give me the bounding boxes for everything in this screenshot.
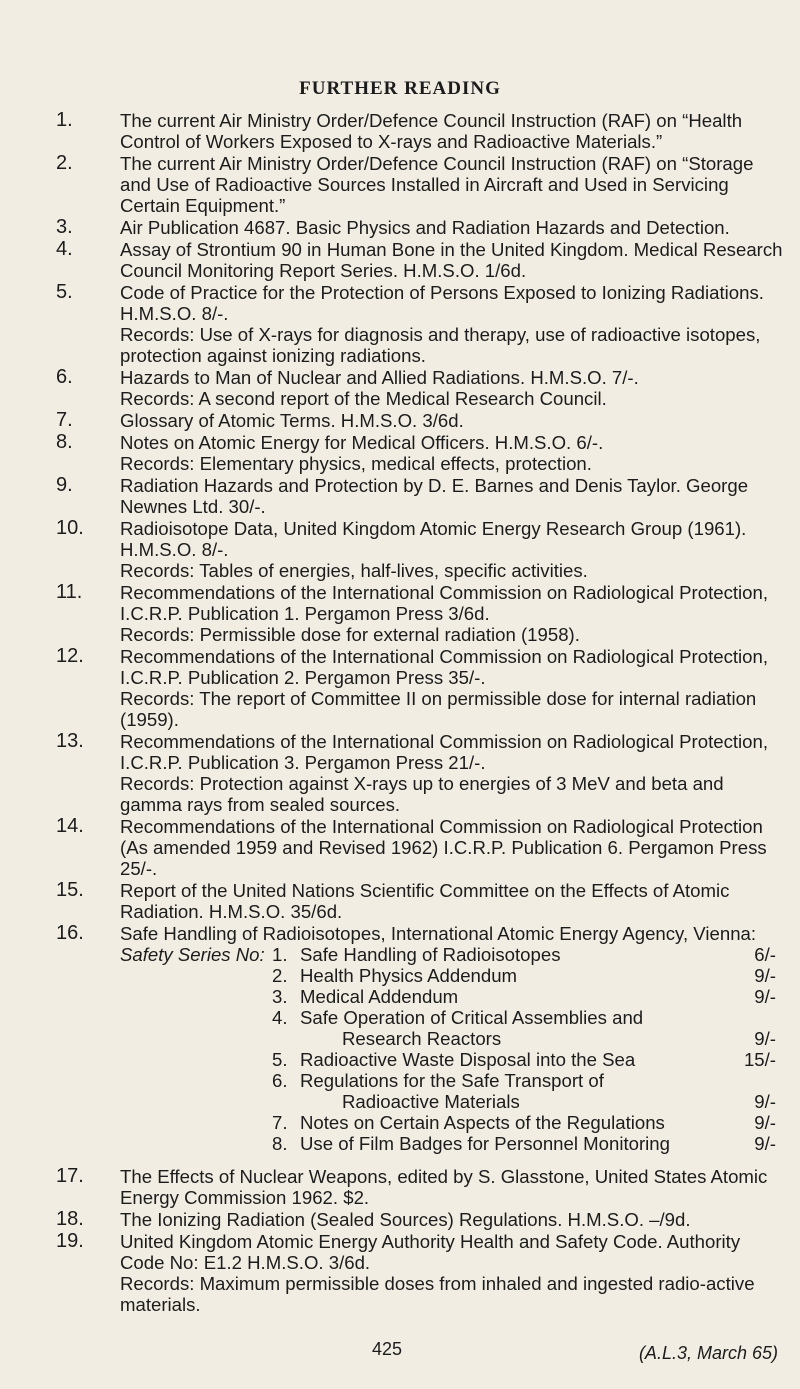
item-number: 9.	[56, 474, 73, 496]
list-item	[0, 880, 800, 922]
item-number: 19.	[56, 1230, 84, 1252]
series-item	[272, 1007, 776, 1049]
list-item	[0, 110, 800, 152]
series-item	[272, 965, 776, 986]
list-item	[0, 410, 800, 431]
item-records: Records: Protection against X-rays up to energies of 3 MeV and beta and gamma rays from sealed sources.	[120, 773, 724, 815]
list-item	[0, 1231, 800, 1315]
series-item-price: 9/-	[754, 1112, 776, 1133]
series-item-number: 8.	[272, 1133, 288, 1154]
series-item	[272, 1070, 776, 1112]
item-text: Glossary of Atomic Terms. H.M.S.O. 3/6d.	[120, 410, 464, 431]
series-item	[272, 1049, 776, 1070]
series-item-number: 6.	[272, 1070, 288, 1091]
list-item	[0, 153, 800, 216]
item-number: 16.	[56, 922, 84, 944]
page-number: 425	[372, 1339, 403, 1359]
safety-series	[120, 944, 786, 1165]
item-text: Recommendations of the International Commission on Radiological Protection, I.C.R.P. Publication 1. Pergamon Press 3/6d.	[120, 582, 769, 624]
series-item-number: 5.	[272, 1049, 288, 1070]
item-text: The current Air Ministry Order/Defence Council Instruction (RAF) on “Health Control of Workers Exposed to X-rays and Radioactive Materials.”	[120, 110, 743, 152]
item-text: Recommendations of the International Commission on Radiological Protection, I.C.R.P. Publication 3. Pergamon Press 21/-.	[120, 731, 769, 773]
list-item	[0, 367, 800, 409]
item-records: Records: The report of Committee II on permissible dose for internal radiation (1959).	[120, 688, 757, 730]
series-item	[272, 1133, 776, 1154]
series-item-title: Radioactive Waste Disposal into the Sea	[300, 1049, 636, 1070]
series-item-number: 1.	[272, 944, 288, 965]
series-item-title-cont: Radioactive Materials	[342, 1091, 520, 1112]
item-number: 15.	[56, 879, 84, 901]
item-text: Recommendations of the International Commission on Radiological Protection, I.C.R.P. Publication 2. Pergamon Press 35/-.	[120, 646, 769, 688]
series-item-title: Medical Addendum	[300, 986, 459, 1007]
series-item-title: Notes on Certain Aspects of the Regulations	[300, 1112, 665, 1133]
item-number: 8.	[56, 431, 73, 453]
series-item-number: 3.	[272, 986, 288, 1007]
series-item-title: Use of Film Badges for Personnel Monitoring	[300, 1133, 670, 1154]
list-item	[0, 646, 800, 730]
page-title: FURTHER READING	[299, 78, 501, 99]
item-text: Hazards to Man of Nuclear and Allied Radiations. H.M.S.O. 7/-.	[120, 367, 639, 388]
item-text: Radioisotope Data, United Kingdom Atomic Energy Research Group (1961). H.M.S.O. 8/-.	[120, 518, 747, 560]
item-text: Recommendations of the International Commission on Radiological Protection (As amended 1959 and Revised 1962) I.C.R.P. Publication 6. Pergamon Press 25/-.	[120, 816, 767, 879]
item-number: 7.	[56, 409, 73, 431]
series-item-number: 7.	[272, 1112, 288, 1133]
item-text: The Ionizing Radiation (Sealed Sources) Regulations. H.M.S.O. –/9d.	[120, 1209, 691, 1230]
item-text: Notes on Atomic Energy for Medical Officers. H.M.S.O. 6/-.	[120, 432, 604, 453]
item-number: 5.	[56, 281, 73, 303]
list-item	[0, 518, 800, 581]
item-text: Safe Handling of Radioisotopes, International Atomic Energy Agency, Vienna:	[120, 923, 757, 944]
item-text: Code of Practice for the Protection of Persons Exposed to Ionizing Radiations. H.M.S.O. 8/-.	[120, 282, 764, 324]
list-item	[0, 1166, 800, 1208]
list-item	[0, 731, 800, 815]
reading-list	[0, 110, 800, 1316]
list-item	[0, 217, 800, 238]
item-text: Assay of Strontium 90 in Human Bone in the United Kingdom. Medical Research Council Monitoring Report Series. H.M.S.O. 1/6d.	[120, 239, 783, 281]
list-item	[0, 239, 800, 281]
item-number: 3.	[56, 216, 73, 238]
series-item-title-cont: Research Reactors	[342, 1028, 502, 1049]
item-records: Records: Maximum permissible doses from inhaled and ingested radio-active materials.	[120, 1273, 755, 1315]
item-records: Records: Tables of energies, half-lives, specific activities.	[120, 560, 588, 581]
item-number: 14.	[56, 815, 84, 837]
item-number: 17.	[56, 1165, 84, 1187]
item-text: The Effects of Nuclear Weapons, edited by S. Glasstone, United States Atomic Energy Commission 1962. $2.	[120, 1166, 768, 1208]
list-item	[0, 432, 800, 474]
series-item-title: Regulations for the Safe Transport of	[300, 1070, 604, 1091]
series-item	[272, 986, 776, 1007]
item-text: Report of the United Nations Scientific Committee on the Effects of Atomic Radiation. H.M.S.O. 35/6d.	[120, 880, 730, 922]
item-text: Air Publication 4687. Basic Physics and Radiation Hazards and Detection.	[120, 217, 730, 238]
series-item-title: Health Physics Addendum	[300, 965, 518, 986]
series-item-title: Safe Handling of Radioisotopes	[300, 944, 561, 965]
series-item-price: 9/-	[754, 1133, 776, 1154]
series-item-price: 9/-	[754, 965, 776, 986]
series-item-price: 6/-	[754, 944, 776, 965]
item-number: 12.	[56, 645, 84, 667]
item-number: 11.	[56, 581, 83, 603]
item-text: United Kingdom Atomic Energy Authority Health and Safety Code. Authority Code No: E1.2 H.M.S.O. 3/6d.	[120, 1231, 741, 1273]
item-records: Records: Elementary physics, medical effects, protection.	[120, 453, 592, 474]
list-item	[0, 475, 800, 517]
item-number: 1.	[56, 109, 73, 131]
item-number: 6.	[56, 366, 73, 388]
item-number: 4.	[56, 238, 73, 260]
list-item	[0, 282, 800, 366]
item-records: Records: A second report of the Medical Research Council.	[120, 388, 607, 409]
series-item-number: 2.	[272, 965, 288, 986]
series-item-price: 9/-	[754, 1028, 776, 1049]
series-item-price: 15/-	[743, 1049, 776, 1070]
list-item	[0, 923, 800, 1165]
item-number: 13.	[56, 730, 84, 752]
item-text: The current Air Ministry Order/Defence Council Instruction (RAF) on “Storage and Use of Radioactive Sources Installed in Aircraft and Used in Servicing Certain Equipment.”	[120, 153, 754, 216]
item-records: Records: Permissible dose for external radiation (1958).	[120, 624, 580, 645]
item-number: 2.	[56, 152, 73, 174]
list-item	[0, 816, 800, 879]
series-item-number: 4.	[272, 1007, 288, 1028]
series-item-price: 9/-	[754, 986, 776, 1007]
series-item	[272, 1112, 776, 1133]
series-item-title: Safe Operation of Critical Assemblies and	[300, 1007, 644, 1028]
amendment-reference: (A.L.3, March 65)	[638, 1343, 778, 1363]
item-number: 10.	[56, 517, 84, 539]
item-text: Radiation Hazards and Protection by D. E. Barnes and Denis Taylor. George Newnes Ltd. 30/-.	[120, 475, 749, 517]
list-item	[0, 1209, 800, 1230]
series-item	[272, 944, 776, 965]
list-item	[0, 582, 800, 645]
safety-series-label: Safety Series No:	[120, 944, 265, 965]
item-records: Records: Use of X-rays for diagnosis and therapy, use of radioactive isotopes, protection against ionizing radiations.	[120, 324, 761, 366]
item-number: 18.	[56, 1208, 84, 1230]
series-item-price: 9/-	[754, 1091, 776, 1112]
